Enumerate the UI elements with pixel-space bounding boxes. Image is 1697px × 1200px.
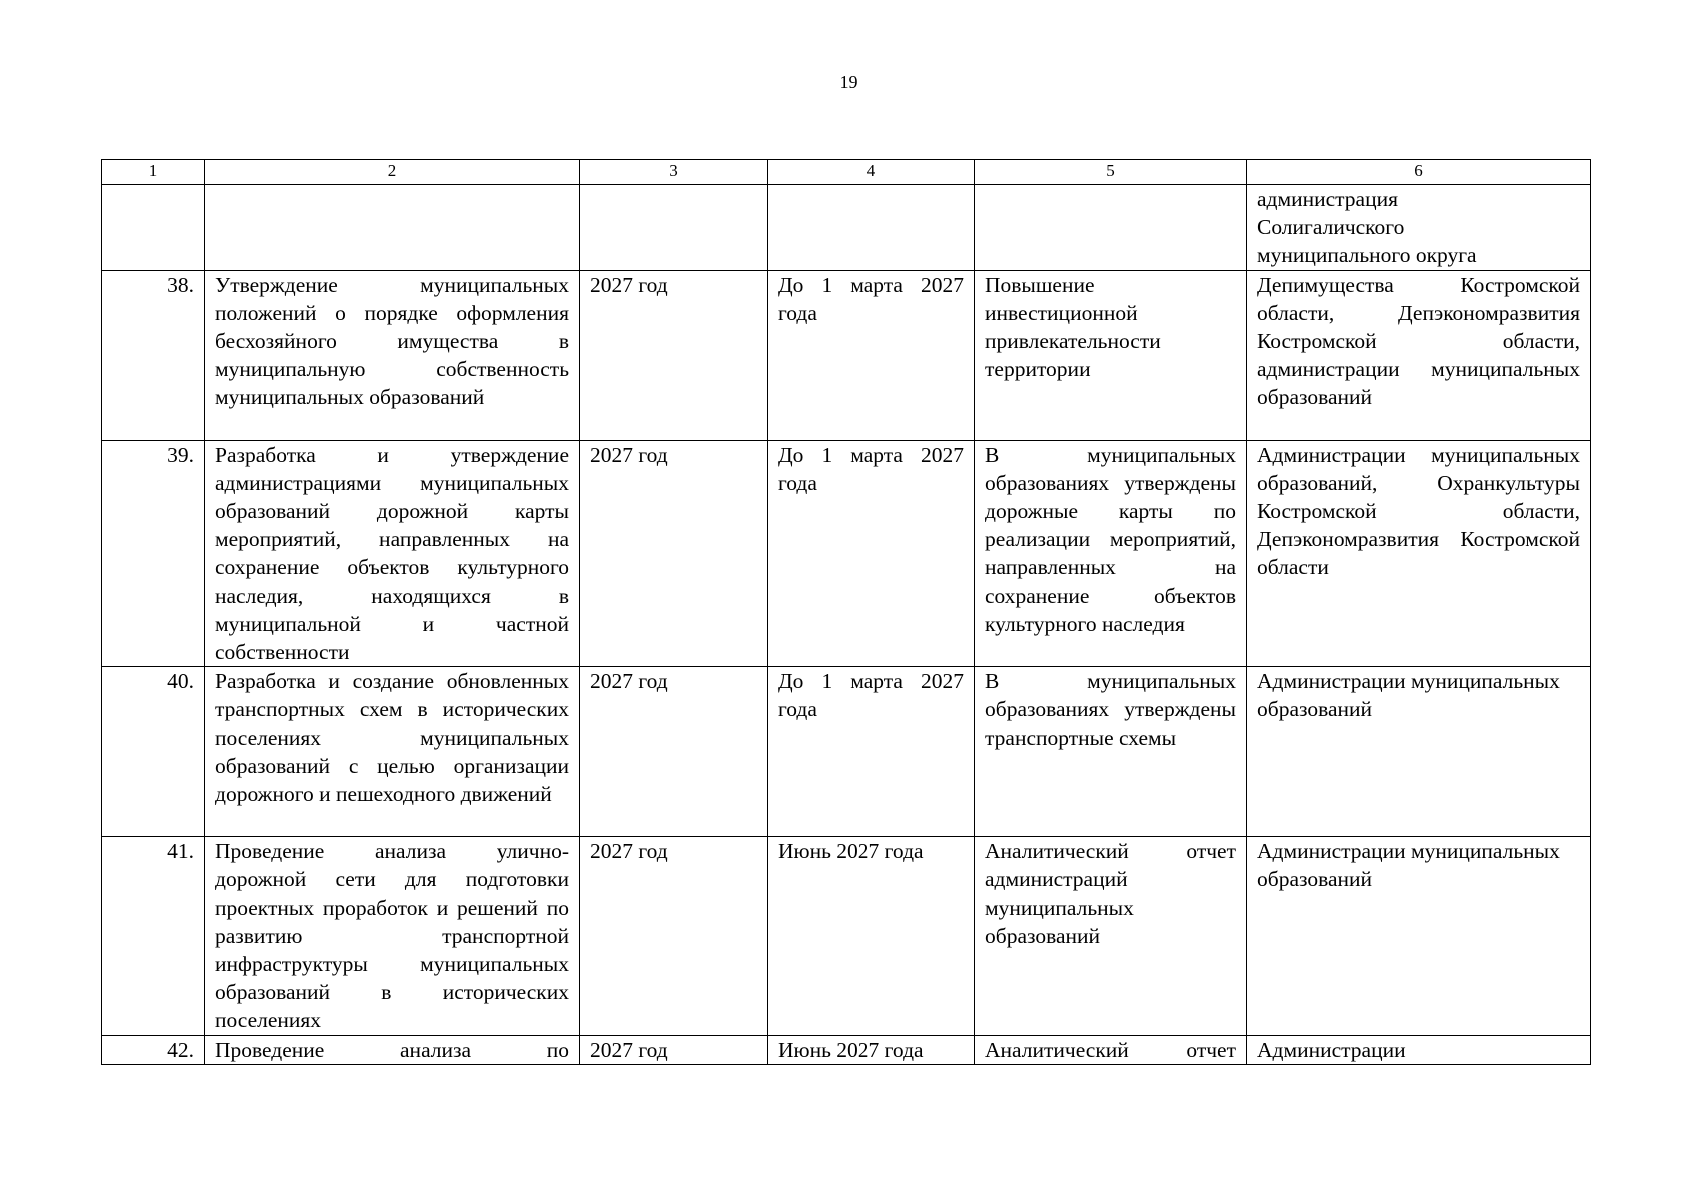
year-cell: 2027 год	[580, 440, 768, 667]
row-number: 41.	[102, 837, 205, 1035]
action-cell: Разработка и утверждение администрациями муниципальных образований дорожной карты мероприятий, направленных на сохранение объектов культурного наследия, находящихся в муниципальной и частной собственности	[205, 440, 580, 667]
page-number: 19	[839, 72, 858, 92]
table-row	[102, 837, 1591, 1035]
action-cell	[205, 185, 580, 271]
column-header-2: 2	[205, 160, 580, 185]
row-number: 40.	[102, 667, 205, 837]
result-cell: Повышение инвестиционной привлекательности территории	[975, 270, 1247, 440]
year-cell: 2027 год	[580, 837, 768, 1035]
responsible-cell: Депимущества Костромской области, Депэкономразвития Костромской области, администрации муниципальных образований	[1247, 270, 1591, 440]
year-cell: 2027 год	[580, 270, 768, 440]
column-header-3: 3	[580, 160, 768, 185]
table-row	[102, 667, 1591, 837]
action-cell: Разработка и создание обновленных транспортных схем в исторических поселениях муниципальных образований с целью организации дорожного и пешеходного движений	[205, 667, 580, 837]
deadline-cell	[768, 185, 975, 271]
deadline-cell: Июнь 2027 года	[768, 1035, 975, 1064]
responsible-cell: Администрации	[1247, 1035, 1591, 1064]
deadline-cell: До 1 марта 2027 года	[768, 270, 975, 440]
action-cell: Проведение анализа улично-дорожной сети для подготовки проектных проработок и решений по развитию транспортной инфраструктуры муниципальных образований в исторических поселениях	[205, 837, 580, 1035]
row-number: 42.	[102, 1035, 205, 1064]
deadline-cell: Июнь 2027 года	[768, 837, 975, 1035]
table-row	[102, 185, 1591, 271]
row-number: 39.	[102, 440, 205, 667]
column-header-4: 4	[768, 160, 975, 185]
responsible-cell: администрация Солигаличского муниципального округа	[1247, 185, 1591, 271]
deadline-cell: До 1 марта 2027 года	[768, 667, 975, 837]
action-cell: Утверждение муниципальных положений о порядке оформления бесхозяйного имущества в муниципальную собственность муниципальных образований	[205, 270, 580, 440]
responsible-cell: Администрации муниципальных образований, Охранкультуры Костромской области, Депэкономразвития Костромской области	[1247, 440, 1591, 667]
table-row	[102, 270, 1591, 440]
column-header-5: 5	[975, 160, 1247, 185]
year-cell	[580, 185, 768, 271]
column-header-1: 1	[102, 160, 205, 185]
table-row	[102, 1035, 1591, 1064]
table-row	[102, 440, 1591, 667]
year-cell: 2027 год	[580, 1035, 768, 1064]
responsible-cell: Администрации муниципальных образований	[1247, 667, 1591, 837]
table-header-row	[102, 160, 1591, 185]
result-cell: В муниципальных образованиях утверждены транспортные схемы	[975, 667, 1247, 837]
result-cell	[975, 185, 1247, 271]
column-header-6: 6	[1247, 160, 1591, 185]
result-cell: Аналитический отчет администраций муниципальных образований	[975, 837, 1247, 1035]
year-cell: 2027 год	[580, 667, 768, 837]
measures-table	[101, 159, 1591, 1065]
deadline-cell: До 1 марта 2027 года	[768, 440, 975, 667]
action-cell: Проведение анализа по	[205, 1035, 580, 1064]
row-number: 38.	[102, 270, 205, 440]
responsible-cell: Администрации муниципальных образований	[1247, 837, 1591, 1035]
row-number	[102, 185, 205, 271]
result-cell: Аналитический отчет	[975, 1035, 1247, 1064]
result-cell: В муниципальных образованиях утверждены дорожные карты по реализации мероприятий, направленных на сохранение объектов культурного наследия	[975, 440, 1247, 667]
